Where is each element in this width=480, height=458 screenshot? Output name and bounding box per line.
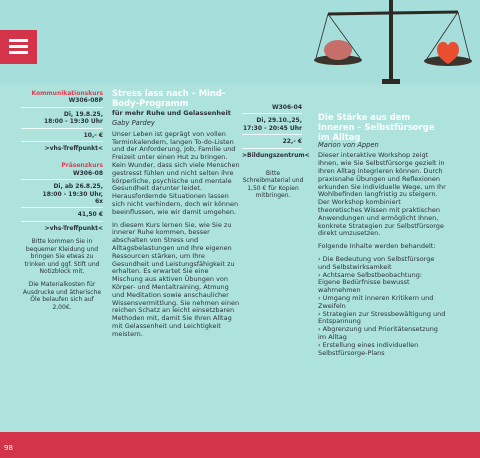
course2-code: W306-04 (272, 104, 302, 111)
list-item: › Achtsame Selbstbeobachtung: Eigene Bedürfnisse bewusst wahrnehmen (318, 270, 423, 295)
course-count-2: 6x (94, 198, 103, 206)
divider (21, 107, 103, 108)
menu-button[interactable] (0, 30, 37, 64)
course1-paragraph-2: In diesem Kurs lernen Sie, wie Sie zu innerer Ruhe kommen, besser abschalten von Stress und Alltagsbelastungen und Ihre eigenen Ressourcen stärken, um Ihre Gesundheit und Leistungsfähigkeit zu erhalten. Es erwartet Sie eine Mischung aus aktiven Übungen von Körper- und Mentaltraining, Atmung und Meditation sowie anschaulicher Wissensvermittlung. Sie nehmen einen reichen Schatz an leicht einsetzbaren Methoden mit, damit Sie Ihren Alltag mit Gelassenheit und Leichtigkeit meistern. (112, 220, 240, 338)
course1-info (21, 90, 103, 311)
course-price-2: 41,50 € (77, 211, 103, 219)
info-note: Bitte kommen Sie in bequemer Kleidung und bringen Sie etwas zu trinken und ggf. Stift und Notizblock mit. (24, 238, 100, 275)
hamburger-menu-icon-line (9, 51, 28, 54)
header-image (0, 0, 480, 84)
course-code-2: W306-08 (73, 169, 103, 177)
course2-note: Bitte Schreibmaterial und 1,50 € für Kopien mitbringen. (242, 170, 304, 200)
course2-info (242, 104, 310, 159)
divider (21, 221, 103, 222)
course-price: 10,- € (83, 131, 103, 139)
category-label: Kommunikationskurs (31, 90, 103, 97)
divider (21, 179, 103, 180)
course-venue: >vhs-Treffpunkt< (44, 145, 103, 153)
course1-subtitle: für mehr Ruhe und Gelassenheit (112, 109, 231, 117)
divider (242, 134, 302, 135)
course2-paragraph-2: Folgende Inhalte werden behandelt: (318, 242, 436, 251)
scale-illustration (306, 0, 476, 84)
divider (21, 141, 103, 142)
list-item: › Abgrenzung und Prioritätensetzung im Alltag (318, 325, 438, 341)
course2-author: Marion von Appen (318, 141, 379, 149)
divider (21, 128, 103, 129)
course-time: 18:00 - 19:30 Uhr (43, 118, 103, 126)
divider (21, 207, 103, 208)
course-venue-2: >vhs-Treffpunkt< (44, 224, 103, 232)
course2-date: Di, 29.10.,25, (256, 117, 302, 125)
course-time-2: 18:00 - 19:30 Uhr, (42, 190, 103, 198)
hamburger-menu-icon (9, 39, 28, 42)
course-date-2: Di, ab 26.8.25, (53, 183, 103, 191)
divider (242, 148, 302, 149)
course1-paragraph-1: Unser Leben ist geprägt von vollen Terminkalendern, langen To-do-Listen und der Anforderung, Job, Familie und Freizeit unter einen Hut zu bringen. Kein Wunder, dass sich viele Menschen gestresst fühlen und nicht selten ihre körperliche, psychische und mentale Gesundheit darunter leidet. Herausfordernde Situationen lassen sich nicht verhindern, doch wir können beeinflussen, wie wir damit umgehen. (112, 129, 240, 216)
info-note-2: Die Materialkosten für Ausdrucke und ätherische Öle belaufen sich auf 2,00€. (22, 281, 102, 311)
list-item: › Die Bedeutung von Selbstfürsorge und Selbstwirksamkeit (318, 254, 435, 271)
footer-bar (0, 432, 480, 458)
list-item: › Umgang mit inneren Kritikern und Zweifeln (318, 293, 434, 310)
course2-paragraph-1: Dieser interaktive Workshop zeigt Ihnen, wie Sie Selbstfürsorge gezielt in Ihren Alltag integrieren können. Durch praxisnahe Übungen und Reflexionen erkunden Sie individuelle Wege, um Ihr Wohlbefinden langfristig zu steigern. Der Workshop kombiniert theoretisches Wissen mit praktischen Anwendungen und ermöglicht Ihnen, konkrete Strategien zur Selbstfürsorge direkt umzusetzen. (318, 151, 446, 238)
page-number: 98 (4, 444, 13, 452)
course2-topic-list (318, 256, 446, 357)
course2-price: 22,- € (282, 138, 302, 146)
list-item: › Erstellung eines individuellen Selbstfürsorge-Plans (318, 340, 419, 357)
course-date: Di, 19.8.25, (63, 110, 103, 118)
course2-venue: >Bildungszentrum< (242, 151, 310, 159)
course2-time: 17:30 - 20:45 Uhr (242, 124, 302, 132)
course2-text (318, 112, 446, 357)
hamburger-menu-icon-line (9, 45, 28, 48)
course1-title: Stress lass nach – Mind-Body-Programm (112, 88, 226, 108)
course1-author: Gaby Pardey (112, 119, 155, 128)
list-item: › Strategien zur Stressbewältigung und Entspannung (318, 309, 446, 326)
category-label-2: Präsenzkurs (61, 162, 103, 170)
divider (242, 113, 302, 114)
course-code: W306-08P (68, 97, 103, 105)
course2-title: Die Stärke aus dem Inneren – Selbstfürsorge im Alltag (318, 112, 435, 142)
course1-text (112, 88, 240, 344)
